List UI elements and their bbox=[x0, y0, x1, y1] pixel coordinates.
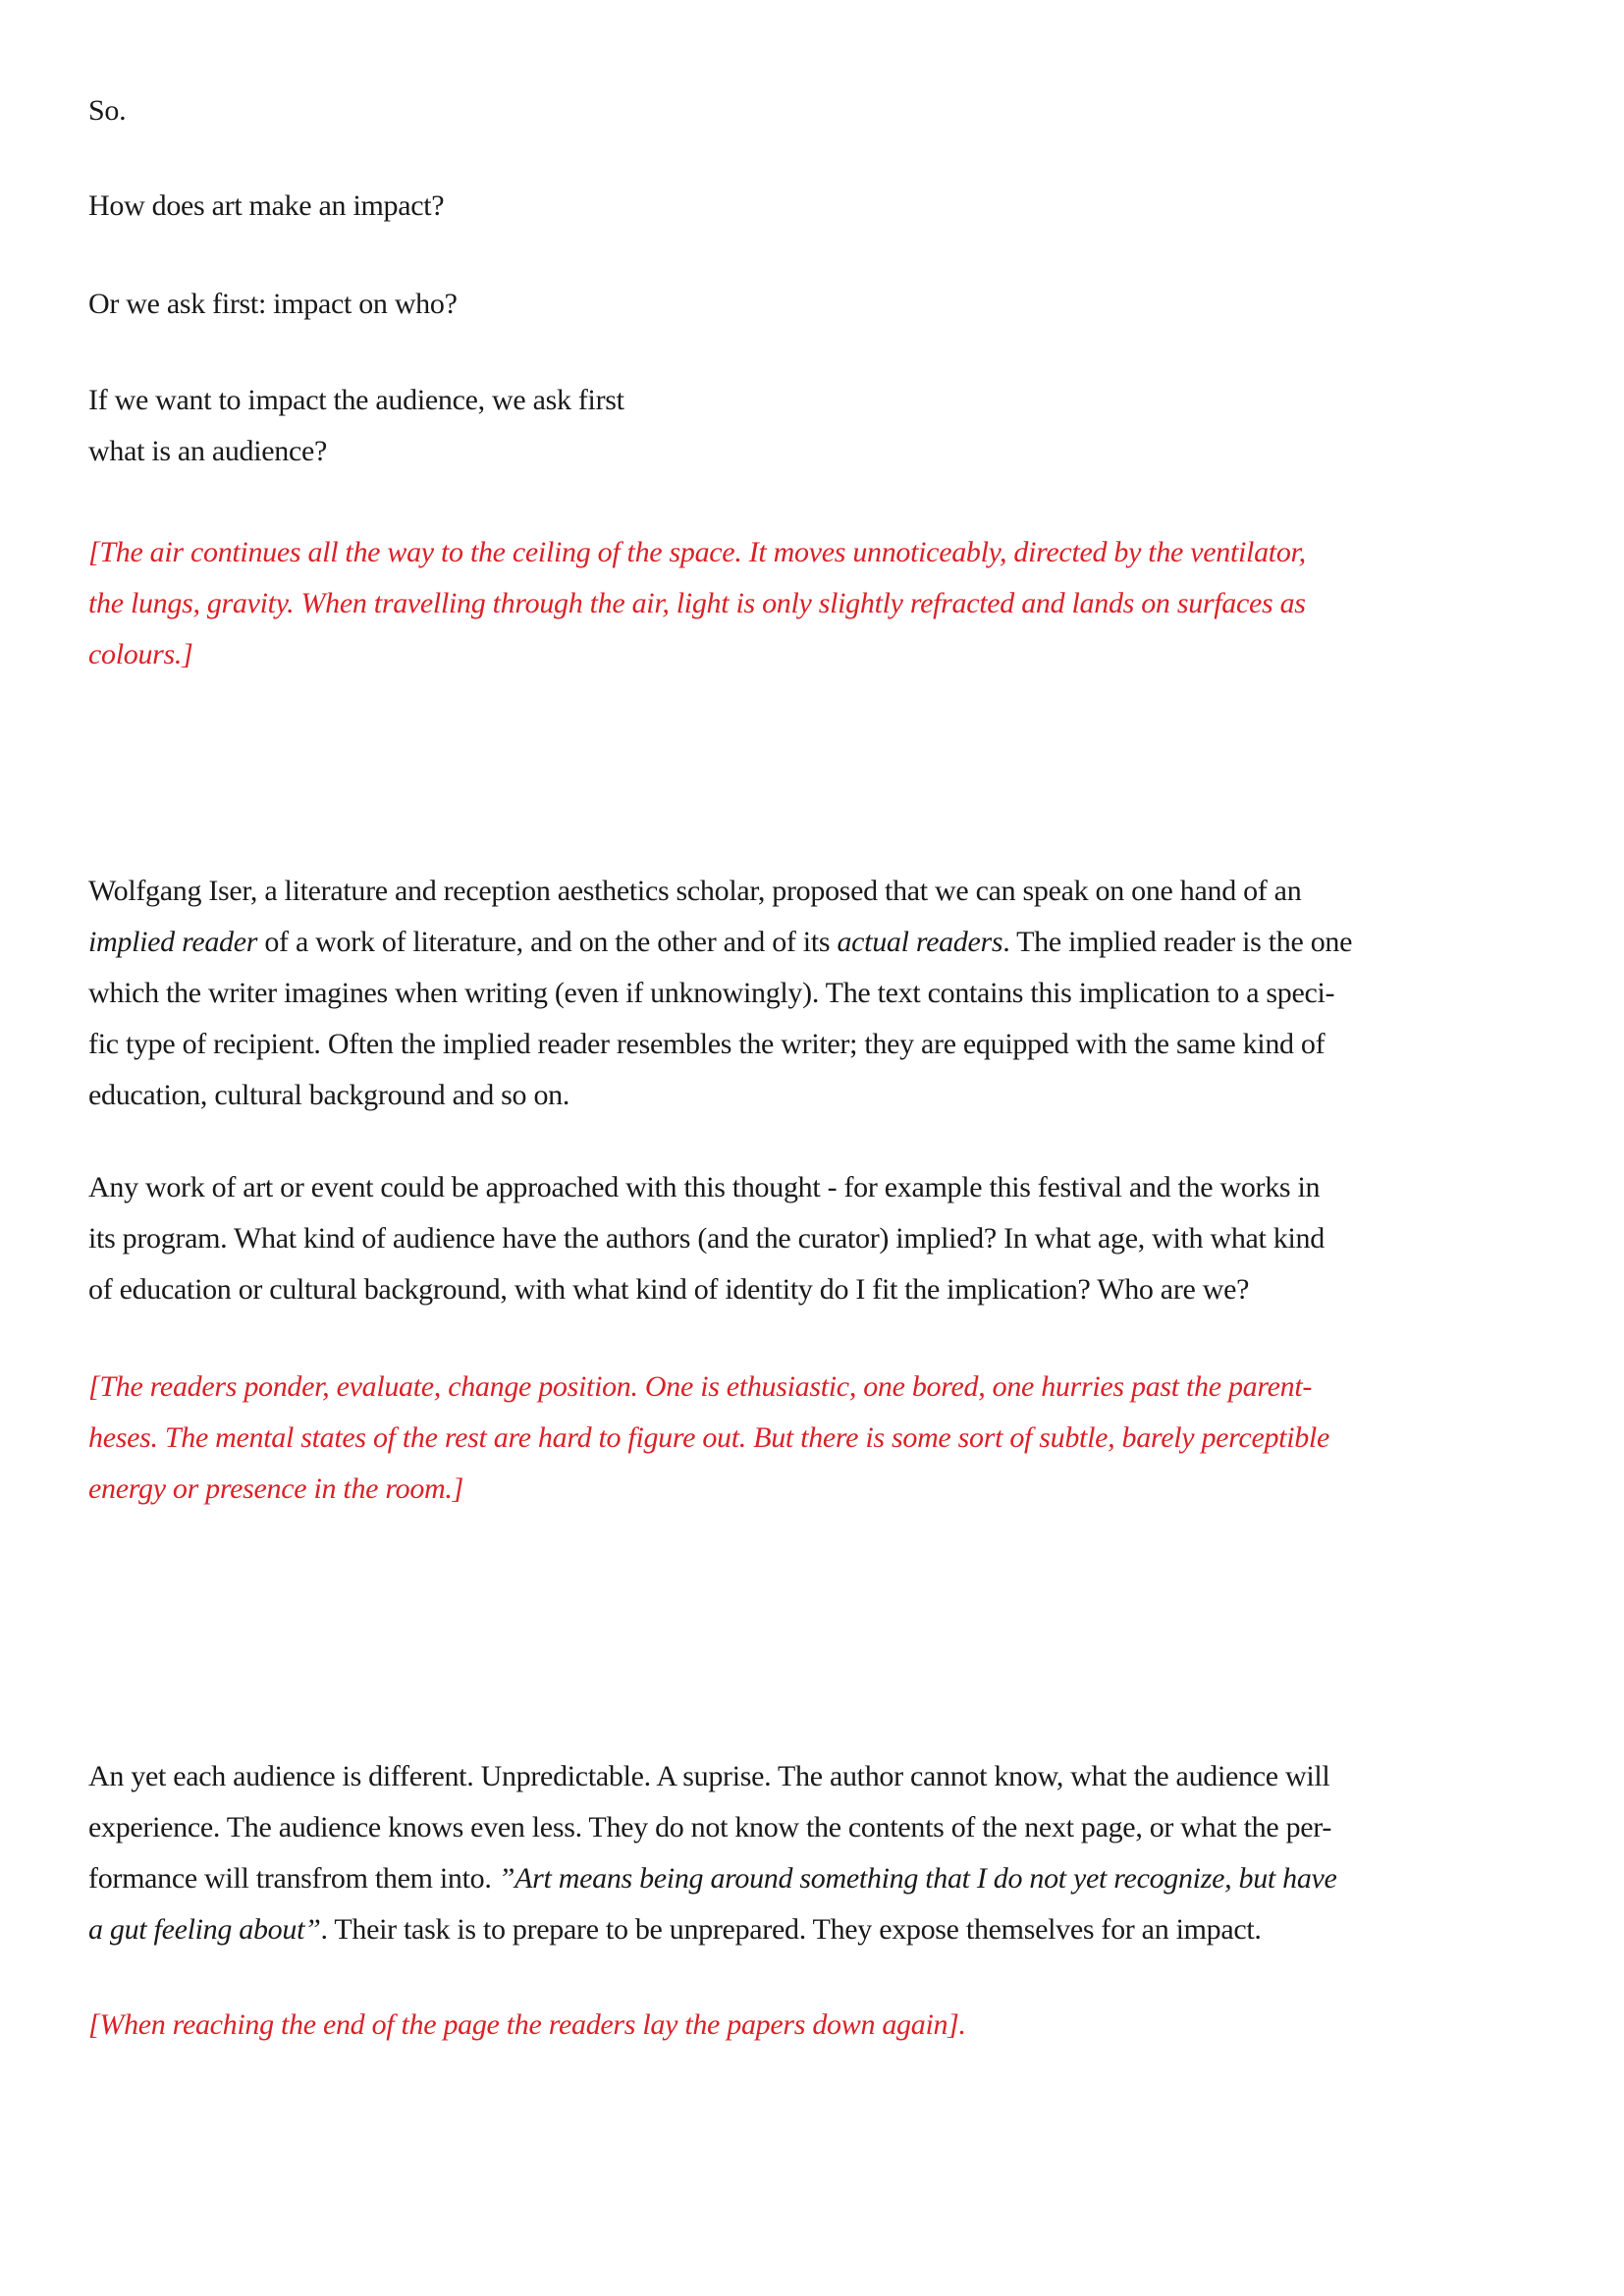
text-line: Wolfgang Iser, a literature and reception aesthetics scholar, proposed that we can speak on one hand of an bbox=[88, 875, 1302, 907]
text-line: So. bbox=[88, 94, 127, 127]
text-line: An yet each audience is different. Unpredictable. A suprise. The author cannot know, what the audience will bbox=[88, 1760, 1330, 1792]
text-line: [The readers ponder, evaluate, change position. One is ethusiastic, one bored, one hurries past the parent- bbox=[88, 1370, 1313, 1403]
paragraph-question-impact bbox=[88, 181, 1565, 232]
text-line: fic type of recipient. Often the implied reader resembles the writer; they are equipped with the same kind of bbox=[88, 1028, 1326, 1060]
text-run: formance will transfrom them into. bbox=[88, 1862, 499, 1895]
paragraph-question-who bbox=[88, 279, 1565, 330]
paragraph-question-audience bbox=[88, 375, 1565, 477]
text-line: its program. What kind of audience have the authors (and the curator) implied? In what age, with what kind bbox=[88, 1222, 1325, 1255]
text-run: of a work of literature, and on the other and of its bbox=[257, 926, 838, 958]
text-line: How does art make an impact? bbox=[88, 189, 445, 222]
text-line: heses. The mental states of the rest are hard to figure out. But there is some sort of subtle, barely perceptible bbox=[88, 1421, 1329, 1454]
paragraph-each-audience bbox=[88, 1751, 1565, 1955]
text-run: . Their task is to prepare to be unprepared. They expose themselves for an impact. bbox=[320, 1913, 1262, 1946]
stage-direction-end bbox=[88, 2000, 1565, 2051]
stage-direction-readers bbox=[88, 1362, 1565, 1515]
text-line bbox=[88, 1853, 1565, 1904]
stage-direction-air bbox=[88, 527, 1565, 680]
text-line bbox=[88, 917, 1565, 968]
text-line: [The air continues all the way to the ceiling of the space. It moves unnoticeably, directed by the ventilator, bbox=[88, 536, 1306, 568]
italic-run: actual readers bbox=[837, 926, 1003, 958]
text-line: colours.] bbox=[88, 638, 193, 670]
text-line: Any work of art or event could be approached with this thought - for example this festival and the works in bbox=[88, 1171, 1321, 1203]
paragraph-wolfgang-iser bbox=[88, 866, 1565, 1121]
text-line: the lungs, gravity. When travelling through the air, light is only slightly refracted and lands on surfaces as bbox=[88, 587, 1306, 619]
text-line: of education or cultural background, with what kind of identity do I fit the implication? Who are we? bbox=[88, 1273, 1250, 1306]
text-line: [When reaching the end of the page the readers lay the papers down again]. bbox=[88, 2008, 966, 2041]
italic-quote-run: a gut feeling about” bbox=[88, 1913, 321, 1946]
text-line: education, cultural background and so on. bbox=[88, 1079, 570, 1111]
paragraph-so bbox=[88, 85, 1565, 136]
text-line: which the writer imagines when writing (even if unknowingly). The text contains this implication to a speci- bbox=[88, 977, 1335, 1009]
text-line: experience. The audience knows even less. They do not know the contents of the next page, or what the per- bbox=[88, 1811, 1332, 1843]
text-line: what is an audience? bbox=[88, 435, 328, 467]
text-line bbox=[88, 1904, 1565, 1955]
italic-run: implied reader bbox=[88, 926, 258, 958]
text-line: energy or presence in the room.] bbox=[88, 1472, 463, 1505]
text-line: Or we ask first: impact on who? bbox=[88, 288, 458, 320]
text-run: . The implied reader is the one bbox=[1002, 926, 1353, 958]
text-line: If we want to impact the audience, we ask first bbox=[88, 384, 624, 416]
italic-quote-run: ”Art means being around something that I do not yet recognize, but have bbox=[498, 1862, 1337, 1895]
paragraph-festival-audience bbox=[88, 1162, 1565, 1315]
